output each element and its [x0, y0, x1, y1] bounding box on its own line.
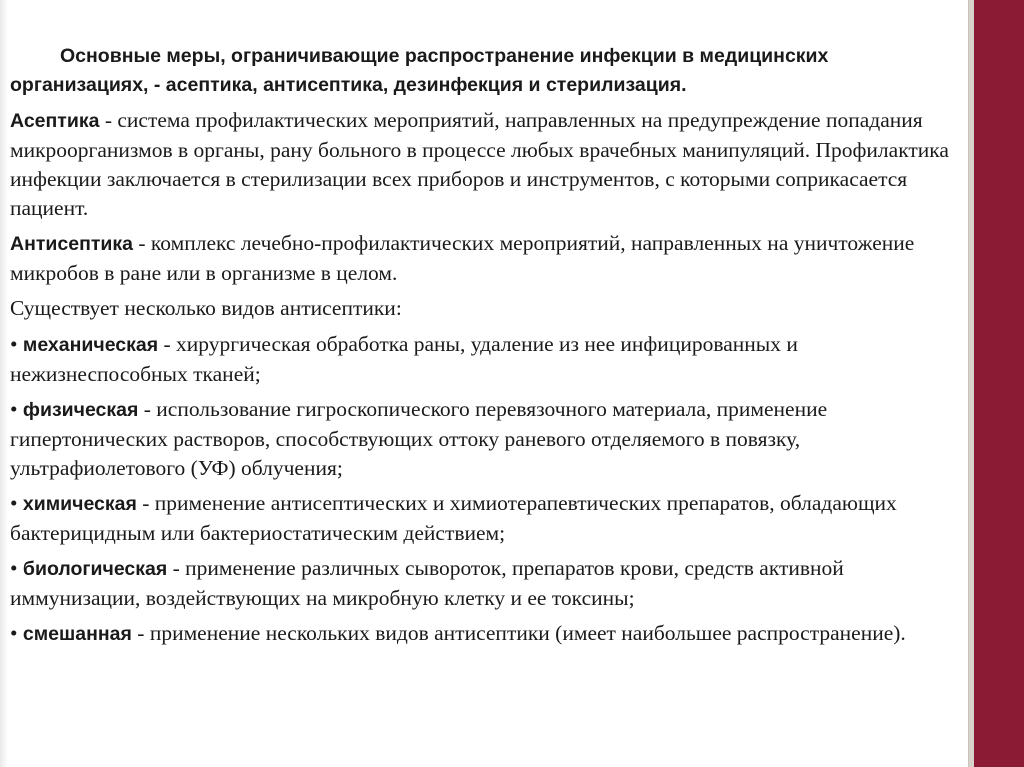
list-item-physical	[10, 395, 960, 483]
definition-biological: - применение различных сывороток, препаратов крови, средств активной иммунизации, воздействующих на микробную клетку и ее токсины;	[10, 556, 844, 610]
definition-antisepsis: - комплекс лечебно-профилактических мероприятий, направленных на уничтожение микробов в ране или в организме в целом.	[10, 231, 915, 285]
term-asepsis: Асептика	[10, 110, 100, 132]
term-antisepsis: Антисептика	[10, 233, 134, 255]
definition-mechanical: - хирургическая обработка раны, удаление из нее инфицированных и нежизнеспособных тканей;	[10, 332, 798, 386]
definition-mixed: - применение нескольких видов антисептики (имеет наибольшее распространение).	[131, 621, 906, 645]
paragraph-asepsis	[10, 106, 960, 223]
definition-chemical: - применение антисептических и химиотерапевтических препаратов, обладающих бактерицидным или бактериостатическим действием;	[10, 491, 897, 545]
side-accent-band	[974, 0, 1024, 767]
slide-shadow	[0, 0, 8, 767]
bullet: •	[10, 621, 23, 645]
bullet: •	[10, 332, 23, 356]
term-mechanical: механическая	[22, 334, 159, 356]
types-intro-text: Существует несколько видов антисептики:	[10, 296, 402, 320]
term-biological: биологическая	[22, 558, 168, 580]
slide-title: Основные меры, ограничивающие распространение инфекции в медицинских организациях, - асептика, антисептика, дезинфекция и стерилизация.	[10, 45, 829, 96]
list-item-biological	[10, 554, 960, 613]
term-mixed: смешанная	[22, 623, 132, 645]
bullet: •	[10, 491, 23, 515]
paragraph-types-intro	[10, 294, 960, 324]
list-item-chemical	[10, 489, 960, 548]
paragraph-antisepsis	[10, 229, 960, 288]
definition-asepsis: - система профилактических мероприятий, направленных на предупреждение попадания микроорганизмов в органы, рану больного в процессе любых врачебных манипуляций. Профилактика инфекции заключается в стерилизации всех приборов и инструментов, с которыми соприкасается пациент.	[10, 108, 949, 220]
list-item-mechanical	[10, 330, 960, 389]
term-physical: физическая	[22, 399, 139, 421]
definition-physical: - использование гигроскопического перевязочного материала, применение гипертонических растворов, способствующих оттоку раневого отделяемого в повязку, ультрафиолетового (УФ) облучения;	[10, 397, 828, 480]
slide-content	[10, 42, 960, 655]
list-item-mixed	[10, 619, 960, 649]
term-chemical: химическая	[22, 493, 137, 515]
bullet: •	[10, 397, 23, 421]
bullet: •	[10, 556, 23, 580]
